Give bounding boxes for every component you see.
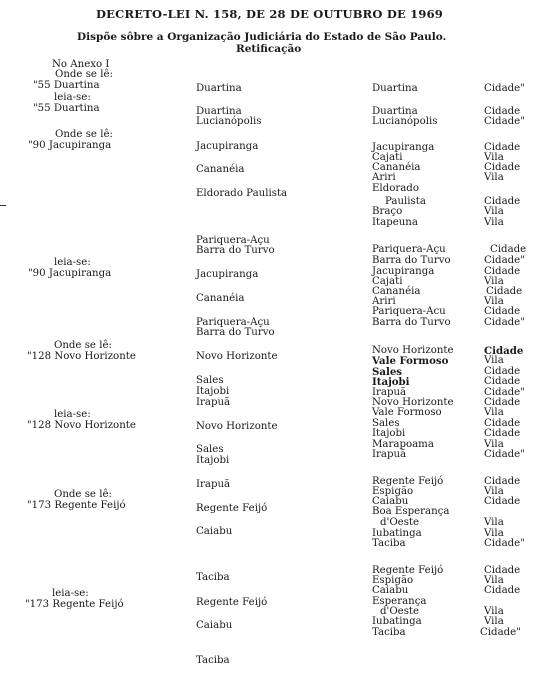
municipio-entry: Braço — [372, 206, 403, 217]
document-subtitle: Dispõe sôbre a Organização Judiciária do Estado de São Paulo. — [77, 31, 447, 43]
category-entry: Vila — [484, 486, 504, 497]
reference-entry: "55 Duartina — [33, 103, 100, 114]
category-entry: Vila — [484, 616, 504, 627]
municipio-entry: Taciba — [372, 538, 406, 549]
category-entry: Cidade" — [484, 387, 525, 398]
municipio-entry: Caiabu — [372, 585, 409, 596]
comarca-entry: Itajobi — [196, 455, 230, 466]
municipio-entry: Duartina — [372, 106, 418, 117]
municipio-entry: Eldorado — [372, 183, 419, 194]
municipio-entry: Sales — [372, 366, 403, 378]
municipio-entry: Duartina — [372, 83, 418, 94]
municipio-entry: Cajati — [372, 152, 403, 163]
category-entry: Cidade" — [484, 317, 525, 328]
comarca-entry: Eldorado Paulista — [196, 188, 288, 199]
municipio-entry: Ariri — [372, 172, 396, 183]
municipio-entry: Pariquera-Acu — [372, 306, 446, 317]
reference-entry: leia-se: — [52, 588, 89, 599]
municipio-entry: Vale Formoso — [372, 355, 449, 367]
category-entry: Cidade" — [484, 116, 525, 127]
category-entry: Vila — [484, 355, 504, 366]
category-entry: Cidade — [484, 397, 521, 408]
municipio-entry: Jacupiranga — [372, 142, 435, 153]
municipio-entry: Regente Feijó — [372, 565, 444, 576]
category-entry: Vila — [484, 296, 504, 307]
category-entry: Vila — [484, 517, 504, 528]
reference-entry: leia-se: — [54, 409, 91, 420]
category-entry: Vila — [484, 217, 504, 228]
comarca-entry: Irapuã — [196, 397, 231, 408]
category-entry: Vila — [484, 172, 504, 183]
municipio-entry: Barra do Turvo — [372, 255, 451, 266]
reference-entry: "128 Novo Horizonte — [27, 420, 136, 431]
municipio-entry: Sales — [372, 418, 400, 429]
comarca-entry: Jacupiranga — [196, 269, 259, 280]
category-entry: Cidade" — [484, 255, 525, 266]
comarca-entry: Caiabu — [196, 526, 233, 537]
margin-mark — [0, 205, 6, 206]
category-entry: Cidade — [484, 476, 521, 487]
category-entry: Cidade — [484, 306, 521, 317]
municipio-entry: Taciba — [372, 627, 406, 638]
municipio-entry: Cananéia — [372, 286, 421, 297]
comarca-entry: Irapuã — [196, 479, 231, 490]
municipio-entry: d'Oeste — [380, 517, 420, 528]
municipio-entry: Paulista — [385, 196, 426, 207]
reference-entry: Onde se lê: — [54, 489, 112, 500]
municipio-entry: Boa Esperança — [372, 506, 450, 517]
category-entry: Cidade — [484, 366, 521, 377]
comarca-entry: Sales — [196, 444, 224, 455]
reference-entry: "55 Duartina — [33, 80, 100, 91]
municipio-entry: Marapoama — [372, 439, 434, 450]
municipio-entry: Pariquera-Açu — [372, 244, 446, 255]
category-entry: Cidade — [484, 376, 521, 387]
category-entry: Cidade" — [484, 538, 525, 549]
municipio-entry: Novo Horizonte — [372, 345, 454, 356]
category-entry: Vila — [484, 407, 504, 418]
category-entry: Cidade — [484, 162, 521, 173]
municipio-entry: Itajobi — [372, 376, 410, 388]
comarca-entry: Cananéia — [196, 293, 245, 304]
municipio-entry: Vale Formoso — [372, 407, 442, 418]
municipio-entry: d'Oeste — [380, 606, 420, 617]
comarca-entry: Taciba — [196, 655, 230, 666]
retificacao-heading: Retificação — [236, 43, 302, 55]
municipio-entry: Jacupiranga — [372, 266, 435, 277]
category-entry: Vila — [484, 152, 504, 163]
category-entry: Cidade — [486, 286, 523, 297]
municipio-entry: Espigão — [372, 486, 414, 497]
comarca-entry: Duartina — [196, 83, 242, 94]
reference-entry: Onde se lê: — [55, 69, 113, 80]
reference-entry: leia-se: — [54, 257, 91, 268]
reference-entry: No Anexo I — [52, 59, 110, 70]
municipio-entry: Itajobi — [372, 428, 406, 439]
reference-entry: "128 Novo Horizonte — [27, 351, 136, 362]
category-entry: Cidade — [490, 244, 527, 255]
municipio-entry: Irapuã — [372, 387, 407, 398]
category-entry: Vila — [484, 575, 504, 586]
municipio-entry: Cananéia — [372, 162, 421, 173]
comarca-entry: Regente Feijó — [196, 597, 268, 608]
reference-entry: "173 Regente Feijó — [25, 599, 124, 610]
municipio-entry: Novo Horizonte — [372, 397, 454, 408]
comarca-entry: Lucianópolis — [196, 116, 262, 127]
municipio-entry: Regente Feijó — [372, 476, 444, 487]
comarca-entry: Cananéia — [196, 164, 245, 175]
municipio-entry: Ariri — [372, 296, 396, 307]
municipio-entry: Itapeuna — [372, 217, 418, 228]
comarca-entry: Barra do Turvo — [196, 245, 275, 256]
comarca-entry: Pariquera-Açu — [196, 317, 270, 328]
municipio-entry: Caiabu — [372, 496, 409, 507]
reference-entry: "173 Regente Feijó — [27, 500, 126, 511]
category-entry: Vila — [484, 276, 504, 287]
category-entry: Cidade — [484, 585, 521, 596]
reference-entry: Onde se lê: — [55, 129, 113, 140]
category-entry: Vila — [484, 206, 504, 217]
category-entry: Cidade — [484, 428, 521, 439]
category-entry: Cidade — [484, 565, 521, 576]
comarca-entry: Taciba — [196, 572, 230, 583]
reference-entry: "90 Jacupiranga — [28, 268, 112, 279]
municipio-entry: Iubatinga — [372, 616, 422, 627]
comarca-entry: Duartina — [196, 106, 242, 117]
municipio-entry: Lucianópolis — [372, 116, 438, 127]
municipio-entry: Espigão — [372, 575, 414, 586]
municipio-entry: Barra do Turvo — [372, 317, 451, 328]
comarca-entry: Barra do Turvo — [196, 327, 275, 338]
municipio-entry: Iubatinga — [372, 528, 422, 539]
category-entry: Cidade — [484, 142, 521, 153]
reference-entry: leia-se: — [54, 92, 91, 103]
category-entry: Cidade — [484, 196, 521, 207]
category-entry: Cidade — [484, 345, 524, 357]
category-entry: Cidade" — [480, 627, 521, 638]
comarca-entry: Pariquera-Açu — [196, 235, 270, 246]
category-entry: Cidade — [484, 106, 521, 117]
category-entry: Vila — [484, 439, 504, 450]
category-entry: Cidade" — [484, 449, 525, 460]
comarca-entry: Itajobi — [196, 386, 230, 397]
reference-entry: "90 Jacupiranga — [28, 140, 112, 151]
comarca-entry: Novo Horizonte — [196, 421, 278, 432]
comarca-entry: Jacupiranga — [196, 141, 259, 152]
comarca-entry: Regente Feijó — [196, 503, 268, 514]
category-entry: Cidade" — [484, 83, 525, 94]
reference-entry: Onde se lê: — [54, 340, 112, 351]
municipio-entry: Cajati — [372, 276, 403, 287]
comarca-entry: Caiabu — [196, 620, 233, 631]
category-entry: Cidade — [484, 266, 521, 277]
municipio-entry: Irapuã — [372, 449, 407, 460]
category-entry: Vila — [484, 606, 504, 617]
document-title: DECRETO-LEI N. 158, DE 28 DE OUTUBRO DE 1969 — [96, 7, 443, 21]
comarca-entry: Novo Horizonte — [196, 351, 278, 362]
comarca-entry: Sales — [196, 375, 224, 386]
category-entry: Cidade — [484, 418, 521, 429]
category-entry: Vila — [484, 528, 504, 539]
category-entry: Cidade — [484, 496, 521, 507]
municipio-entry: Esperança — [372, 596, 427, 607]
